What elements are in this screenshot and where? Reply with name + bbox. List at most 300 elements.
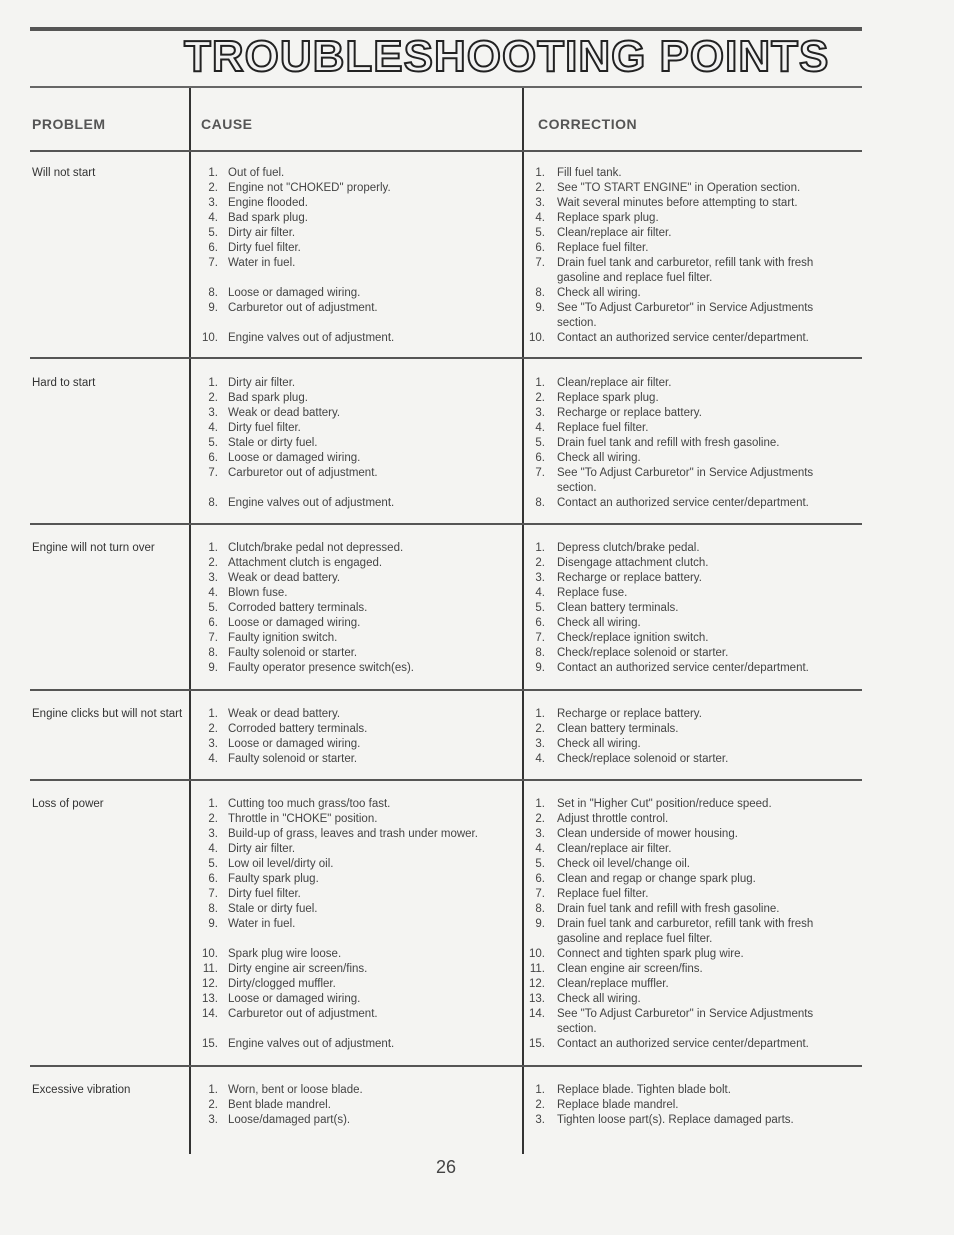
correction-item: [527, 571, 845, 586]
cause-item: [200, 827, 518, 842]
correction-number: 1.: [535, 708, 545, 720]
cause-number: 3.: [208, 1114, 218, 1126]
cause-text: Loose or damaged wiring.: [228, 993, 361, 1005]
cause-text: Dirty fuel filter.: [228, 242, 301, 254]
section-rule: [30, 523, 862, 525]
correction-item: [527, 737, 845, 752]
correction-item: [527, 256, 845, 286]
correction-text: Clean underside of mower housing.: [557, 828, 738, 840]
correction-text: Disengage attachment clutch.: [557, 557, 709, 569]
cause-number: 3.: [208, 828, 218, 840]
cause-number: 6.: [208, 617, 218, 629]
cause-item: [200, 181, 518, 196]
correction-text: Recharge or replace battery.: [557, 407, 702, 419]
correction-number: 3.: [535, 828, 545, 840]
section-rule: [30, 779, 862, 781]
cause-number: 2.: [208, 813, 218, 825]
correction-item: [527, 857, 845, 872]
correction-item: [527, 541, 845, 556]
correction-number: 2.: [535, 723, 545, 735]
cause-number: 1.: [208, 1084, 218, 1096]
correction-text: See "TO START ENGINE" in Operation section.: [557, 182, 801, 194]
cause-text: Dirty engine air screen/fins.: [228, 963, 368, 975]
correction-item: [527, 331, 845, 346]
correction-item: [527, 631, 845, 646]
cause-item: [200, 436, 518, 451]
section-rule: [30, 150, 862, 152]
correction-item: [527, 797, 845, 812]
page-title: TROUBLESHOOTING POINTS: [184, 32, 830, 81]
cause-number: 7.: [208, 632, 218, 644]
cause-number: 1.: [208, 798, 218, 810]
correction-text: Check/replace ignition switch.: [557, 632, 709, 644]
cause-item: [200, 1037, 518, 1052]
correction-text: Replace fuel filter.: [557, 888, 649, 900]
cause-item: [200, 737, 518, 752]
correction-item: [527, 376, 845, 391]
correction-item: [527, 616, 845, 631]
cause-number: 2.: [208, 723, 218, 735]
cause-number: 3.: [208, 407, 218, 419]
cause-item: [200, 226, 518, 241]
correction-list: [527, 541, 845, 676]
cause-text: Bad spark plug.: [228, 392, 308, 404]
correction-text: Fill fuel tank.: [557, 167, 622, 179]
correction-text: Replace fuse.: [557, 587, 628, 599]
correction-number: 2.: [535, 813, 545, 825]
cause-text: Faulty solenoid or starter.: [228, 647, 358, 659]
correction-text: Clean and regap or change spark plug.: [557, 873, 756, 885]
cause-number: 5.: [208, 602, 218, 614]
problem-label: Excessive vibration: [32, 1084, 131, 1096]
correction-text: Drain fuel tank and refill with fresh gasoline.: [557, 437, 780, 449]
problem-label: Engine will not turn over: [32, 542, 155, 554]
cause-item: [200, 872, 518, 887]
cause-item: [200, 752, 518, 767]
cause-number: 9.: [208, 918, 218, 930]
correction-number: 3.: [535, 197, 545, 209]
correction-item: [527, 1113, 845, 1128]
correction-item: [527, 1083, 845, 1098]
cause-text: Dirty air filter.: [228, 227, 296, 239]
cause-item: [200, 842, 518, 857]
cause-number: 4.: [208, 753, 218, 765]
correction-number: 8.: [535, 497, 545, 509]
correction-number: 5.: [535, 437, 545, 449]
correction-text: Clean battery terminals.: [557, 723, 679, 735]
correction-item: [527, 827, 845, 842]
cause-number: 2.: [208, 557, 218, 569]
column-divider-left: [189, 88, 191, 1154]
correction-number: 11.: [529, 963, 545, 975]
cause-number: 6.: [208, 242, 218, 254]
correction-number: 3.: [535, 407, 545, 419]
correction-item: [527, 1098, 845, 1113]
cause-number: 8.: [208, 903, 218, 915]
correction-item: [527, 707, 845, 722]
correction-item: [527, 902, 845, 917]
correction-text: Contact an authorized service center/department.: [557, 332, 809, 344]
cause-text: Throttle in "CHOKE" position.: [228, 813, 378, 825]
cause-item: [200, 571, 518, 586]
cause-text: Spark plug wire loose.: [228, 948, 342, 960]
header-problem: PROBLEM: [32, 116, 106, 132]
correction-number: 12.: [529, 978, 545, 990]
correction-number: 5.: [535, 858, 545, 870]
correction-item: [527, 241, 845, 256]
cause-number: 8.: [208, 647, 218, 659]
correction-text: Clean/replace muffler.: [557, 978, 669, 990]
correction-text: Adjust throttle control.: [557, 813, 669, 825]
cause-item: [200, 256, 518, 271]
cause-text: Loose or damaged wiring.: [228, 738, 361, 750]
correction-number: 2.: [535, 1099, 545, 1111]
cause-text: Faulty ignition switch.: [228, 632, 338, 644]
correction-text: Check oil level/change oil.: [557, 858, 690, 870]
correction-text: Check all wiring.: [557, 738, 641, 750]
cause-item: [200, 391, 518, 406]
correction-item: [527, 1037, 845, 1052]
correction-list: [527, 707, 845, 767]
cause-number: 4.: [208, 587, 218, 599]
cause-item: [200, 707, 518, 722]
problem-label: Engine clicks but will not start: [32, 708, 183, 720]
cause-item: [200, 947, 518, 962]
correction-text: Clean engine air screen/fins.: [557, 963, 703, 975]
cause-text: Carburetor out of adjustment.: [228, 302, 378, 314]
cause-item: [200, 857, 518, 872]
cause-text: Dirty air filter.: [228, 843, 296, 855]
correction-text: Replace fuel filter.: [557, 242, 649, 254]
correction-item: [527, 1007, 845, 1037]
cause-text: Engine not "CHOKED" properly.: [228, 182, 391, 194]
cause-text: Loose or damaged wiring.: [228, 287, 361, 299]
cause-text: Loose or damaged wiring.: [228, 617, 361, 629]
cause-item: [200, 722, 518, 737]
correction-text: Drain fuel tank and carburetor, refill tank with fresh gasoline and replace fuel filter.: [557, 918, 814, 945]
correction-text: Connect and tighten spark plug wire.: [557, 948, 744, 960]
correction-text: Drain fuel tank and carburetor, refill tank with fresh gasoline and replace fuel filter.: [557, 257, 814, 284]
correction-number: 4.: [535, 753, 545, 765]
top-rule: [30, 27, 862, 31]
cause-item: [200, 196, 518, 211]
cause-text: Engine valves out of adjustment.: [228, 332, 395, 344]
cause-number: 14.: [202, 1008, 218, 1020]
correction-number: 1.: [535, 377, 545, 389]
correction-item: [527, 722, 845, 737]
cause-item: [200, 421, 518, 436]
correction-text: Check all wiring.: [557, 287, 641, 299]
correction-text: Replace spark plug.: [557, 392, 659, 404]
cause-number: 5.: [208, 227, 218, 239]
correction-text: Check all wiring.: [557, 617, 641, 629]
cause-number: 8.: [208, 497, 218, 509]
correction-number: 8.: [535, 647, 545, 659]
correction-text: Check/replace solenoid or starter.: [557, 647, 729, 659]
correction-number: 5.: [535, 227, 545, 239]
correction-item: [527, 752, 845, 767]
title-underline: [30, 86, 862, 88]
cause-text: Faulty solenoid or starter.: [228, 753, 358, 765]
correction-number: 8.: [535, 903, 545, 915]
cause-item: [200, 241, 518, 256]
cause-item: [200, 406, 518, 421]
cause-number: 2.: [208, 392, 218, 404]
cause-item: [200, 887, 518, 902]
cause-text: Water in fuel.: [228, 918, 296, 930]
cause-number: 6.: [208, 452, 218, 464]
correction-number: 2.: [535, 392, 545, 404]
cause-number: 7.: [208, 467, 218, 479]
cause-text: Weak or dead battery.: [228, 708, 341, 720]
cause-item: [200, 586, 518, 601]
cause-text: Build-up of grass, leaves and trash under mower.: [228, 828, 478, 840]
cause-item: [200, 451, 518, 466]
cause-item: [200, 646, 518, 661]
cause-number: 5.: [208, 437, 218, 449]
correction-text: Check/replace solenoid or starter.: [557, 753, 729, 765]
cause-number: 4.: [208, 843, 218, 855]
correction-item: [527, 812, 845, 827]
cause-text: Engine flooded.: [228, 197, 308, 209]
cause-text: Dirty fuel filter.: [228, 888, 301, 900]
correction-number: 4.: [535, 587, 545, 599]
cause-item: [200, 166, 518, 181]
correction-text: See "To Adjust Carburetor" in Service Adjustments section.: [557, 467, 814, 494]
correction-text: Check all wiring.: [557, 993, 641, 1005]
correction-item: [527, 556, 845, 571]
correction-number: 7.: [535, 632, 545, 644]
correction-item: [527, 601, 845, 616]
correction-text: Check all wiring.: [557, 452, 641, 464]
correction-text: Replace blade mandrel.: [557, 1099, 679, 1111]
correction-number: 6.: [535, 617, 545, 629]
cause-text: Faulty spark plug.: [228, 873, 319, 885]
cause-item: [200, 1083, 518, 1098]
cause-text: Worn, bent or loose blade.: [228, 1084, 363, 1096]
correction-number: 4.: [535, 422, 545, 434]
correction-item: [527, 421, 845, 436]
correction-text: Replace spark plug.: [557, 212, 659, 224]
cause-item: [200, 812, 518, 827]
cause-item: [200, 301, 518, 316]
cause-number: 9.: [208, 662, 218, 674]
problem-label: Loss of power: [32, 798, 104, 810]
cause-number: 3.: [208, 572, 218, 584]
problem-label: Hard to start: [32, 377, 96, 389]
cause-number: 3.: [208, 197, 218, 209]
cause-text: Carburetor out of adjustment.: [228, 467, 378, 479]
section-rule: [30, 357, 862, 359]
header-correction: CORRECTION: [538, 116, 638, 132]
cause-text: Corroded battery terminals.: [228, 723, 368, 735]
correction-number: 8.: [535, 287, 545, 299]
cause-text: Low oil level/dirty oil.: [228, 858, 334, 870]
header-cause: CAUSE: [201, 116, 253, 132]
cause-text: Engine valves out of adjustment.: [228, 1038, 395, 1050]
correction-number: 6.: [535, 452, 545, 464]
correction-number: 7.: [535, 257, 545, 269]
cause-item: [200, 902, 518, 917]
cause-item: [200, 1007, 518, 1022]
correction-text: Set in "Higher Cut" position/reduce speed.: [557, 798, 772, 810]
correction-text: Drain fuel tank and refill with fresh gasoline.: [557, 903, 780, 915]
cause-item: [200, 331, 518, 346]
correction-text: Contact an authorized service center/department.: [557, 662, 809, 674]
correction-number: 10.: [529, 332, 545, 344]
correction-number: 3.: [535, 738, 545, 750]
correction-number: 2.: [535, 557, 545, 569]
cause-item: [200, 631, 518, 646]
cause-number: 7.: [208, 257, 218, 269]
cause-number: 15.: [202, 1038, 218, 1050]
cause-item: [200, 1113, 518, 1128]
cause-number: 1.: [208, 708, 218, 720]
cause-number: 1.: [208, 542, 218, 554]
correction-item: [527, 661, 845, 676]
correction-number: 4.: [535, 212, 545, 224]
correction-number: 3.: [535, 1114, 545, 1126]
correction-number: 6.: [535, 873, 545, 885]
correction-list: [527, 1083, 845, 1128]
correction-item: [527, 992, 845, 1007]
correction-number: 6.: [535, 242, 545, 254]
cause-number: 4.: [208, 212, 218, 224]
correction-item: [527, 451, 845, 466]
cause-number: 10.: [202, 332, 218, 344]
correction-item: [527, 211, 845, 226]
cause-item: [200, 376, 518, 391]
cause-number: 1.: [208, 167, 218, 179]
cause-text: Dirty fuel filter.: [228, 422, 301, 434]
correction-text: Clean/replace air filter.: [557, 843, 672, 855]
cause-text: Clutch/brake pedal not depressed.: [228, 542, 404, 554]
correction-number: 4.: [535, 843, 545, 855]
cause-item: [200, 992, 518, 1007]
cause-item: [200, 211, 518, 226]
cause-number: 10.: [202, 948, 218, 960]
cause-text: Dirty/clogged muffler.: [228, 978, 336, 990]
cause-text: Dirty air filter.: [228, 377, 296, 389]
cause-number: 8.: [208, 287, 218, 299]
cause-text: Weak or dead battery.: [228, 572, 341, 584]
correction-list: [527, 166, 845, 346]
correction-item: [527, 436, 845, 451]
cause-text: Water in fuel.: [228, 257, 296, 269]
cause-item: [200, 286, 518, 301]
correction-item: [527, 962, 845, 977]
section-rule: [30, 689, 862, 691]
correction-text: Contact an authorized service center/department.: [557, 497, 809, 509]
cause-number: 6.: [208, 873, 218, 885]
cause-text: Loose/damaged part(s).: [228, 1114, 351, 1126]
correction-text: Recharge or replace battery.: [557, 572, 702, 584]
cause-item: [200, 797, 518, 812]
correction-number: 9.: [535, 662, 545, 674]
cause-text: Carburetor out of adjustment.: [228, 1008, 378, 1020]
cause-item: [200, 977, 518, 992]
correction-number: 3.: [535, 572, 545, 584]
correction-number: 5.: [535, 602, 545, 614]
correction-number: 7.: [535, 467, 545, 479]
cause-text: Corroded battery terminals.: [228, 602, 368, 614]
correction-text: See "To Adjust Carburetor" in Service Adjustments section.: [557, 302, 814, 329]
cause-item: [200, 556, 518, 571]
cause-item: [200, 661, 518, 676]
correction-text: Clean/replace air filter.: [557, 227, 672, 239]
cause-text: Faulty operator presence switch(es).: [228, 662, 414, 674]
correction-text: Tighten loose part(s). Replace damaged parts.: [557, 1114, 794, 1126]
correction-item: [527, 646, 845, 661]
cause-number: 11.: [202, 963, 218, 975]
correction-number: 14.: [529, 1008, 545, 1020]
cause-item: [200, 541, 518, 556]
cause-item: [200, 616, 518, 631]
cause-text: Stale or dirty fuel.: [228, 437, 318, 449]
correction-item: [527, 872, 845, 887]
cause-item: [200, 1098, 518, 1113]
correction-item: [527, 466, 845, 496]
cause-text: Weak or dead battery.: [228, 407, 341, 419]
cause-number: 2.: [208, 1099, 218, 1111]
correction-text: Clean/replace air filter.: [557, 377, 672, 389]
cause-number: 1.: [208, 377, 218, 389]
correction-item: [527, 977, 845, 992]
correction-number: 7.: [535, 888, 545, 900]
cause-text: Cutting too much grass/too fast.: [228, 798, 391, 810]
correction-number: 15.: [529, 1038, 545, 1050]
correction-text: Clean battery terminals.: [557, 602, 679, 614]
correction-item: [527, 406, 845, 421]
cause-number: 3.: [208, 738, 218, 750]
correction-item: [527, 496, 845, 511]
cause-text: Attachment clutch is engaged.: [228, 557, 383, 569]
correction-item: [527, 301, 845, 331]
correction-list: [527, 797, 845, 1052]
cause-item: [200, 601, 518, 616]
correction-number: 1.: [535, 167, 545, 179]
correction-item: [527, 586, 845, 601]
correction-item: [527, 917, 845, 947]
correction-item: [527, 947, 845, 962]
cause-number: 12.: [202, 978, 218, 990]
correction-text: Replace blade. Tighten blade bolt.: [557, 1084, 731, 1096]
correction-item: [527, 181, 845, 196]
cause-text: Bad spark plug.: [228, 212, 308, 224]
correction-item: [527, 391, 845, 406]
cause-number: 5.: [208, 858, 218, 870]
cause-number: 4.: [208, 422, 218, 434]
correction-number: 1.: [535, 1084, 545, 1096]
cause-text: Bent blade mandrel.: [228, 1099, 331, 1111]
cause-text: Engine valves out of adjustment.: [228, 497, 395, 509]
cause-text: Blown fuse.: [228, 587, 288, 599]
cause-number: 9.: [208, 302, 218, 314]
correction-item: [527, 887, 845, 902]
correction-number: 13.: [529, 993, 545, 1005]
correction-item: [527, 842, 845, 857]
correction-text: Contact an authorized service center/department.: [557, 1038, 809, 1050]
correction-number: 10.: [529, 948, 545, 960]
correction-number: 9.: [535, 302, 545, 314]
cause-text: Out of fuel.: [228, 167, 285, 179]
correction-text: Replace fuel filter.: [557, 422, 649, 434]
correction-number: 1.: [535, 542, 545, 554]
cause-text: Stale or dirty fuel.: [228, 903, 318, 915]
cause-item: [200, 917, 518, 932]
cause-item: [200, 466, 518, 481]
cause-text: Loose or damaged wiring.: [228, 452, 361, 464]
